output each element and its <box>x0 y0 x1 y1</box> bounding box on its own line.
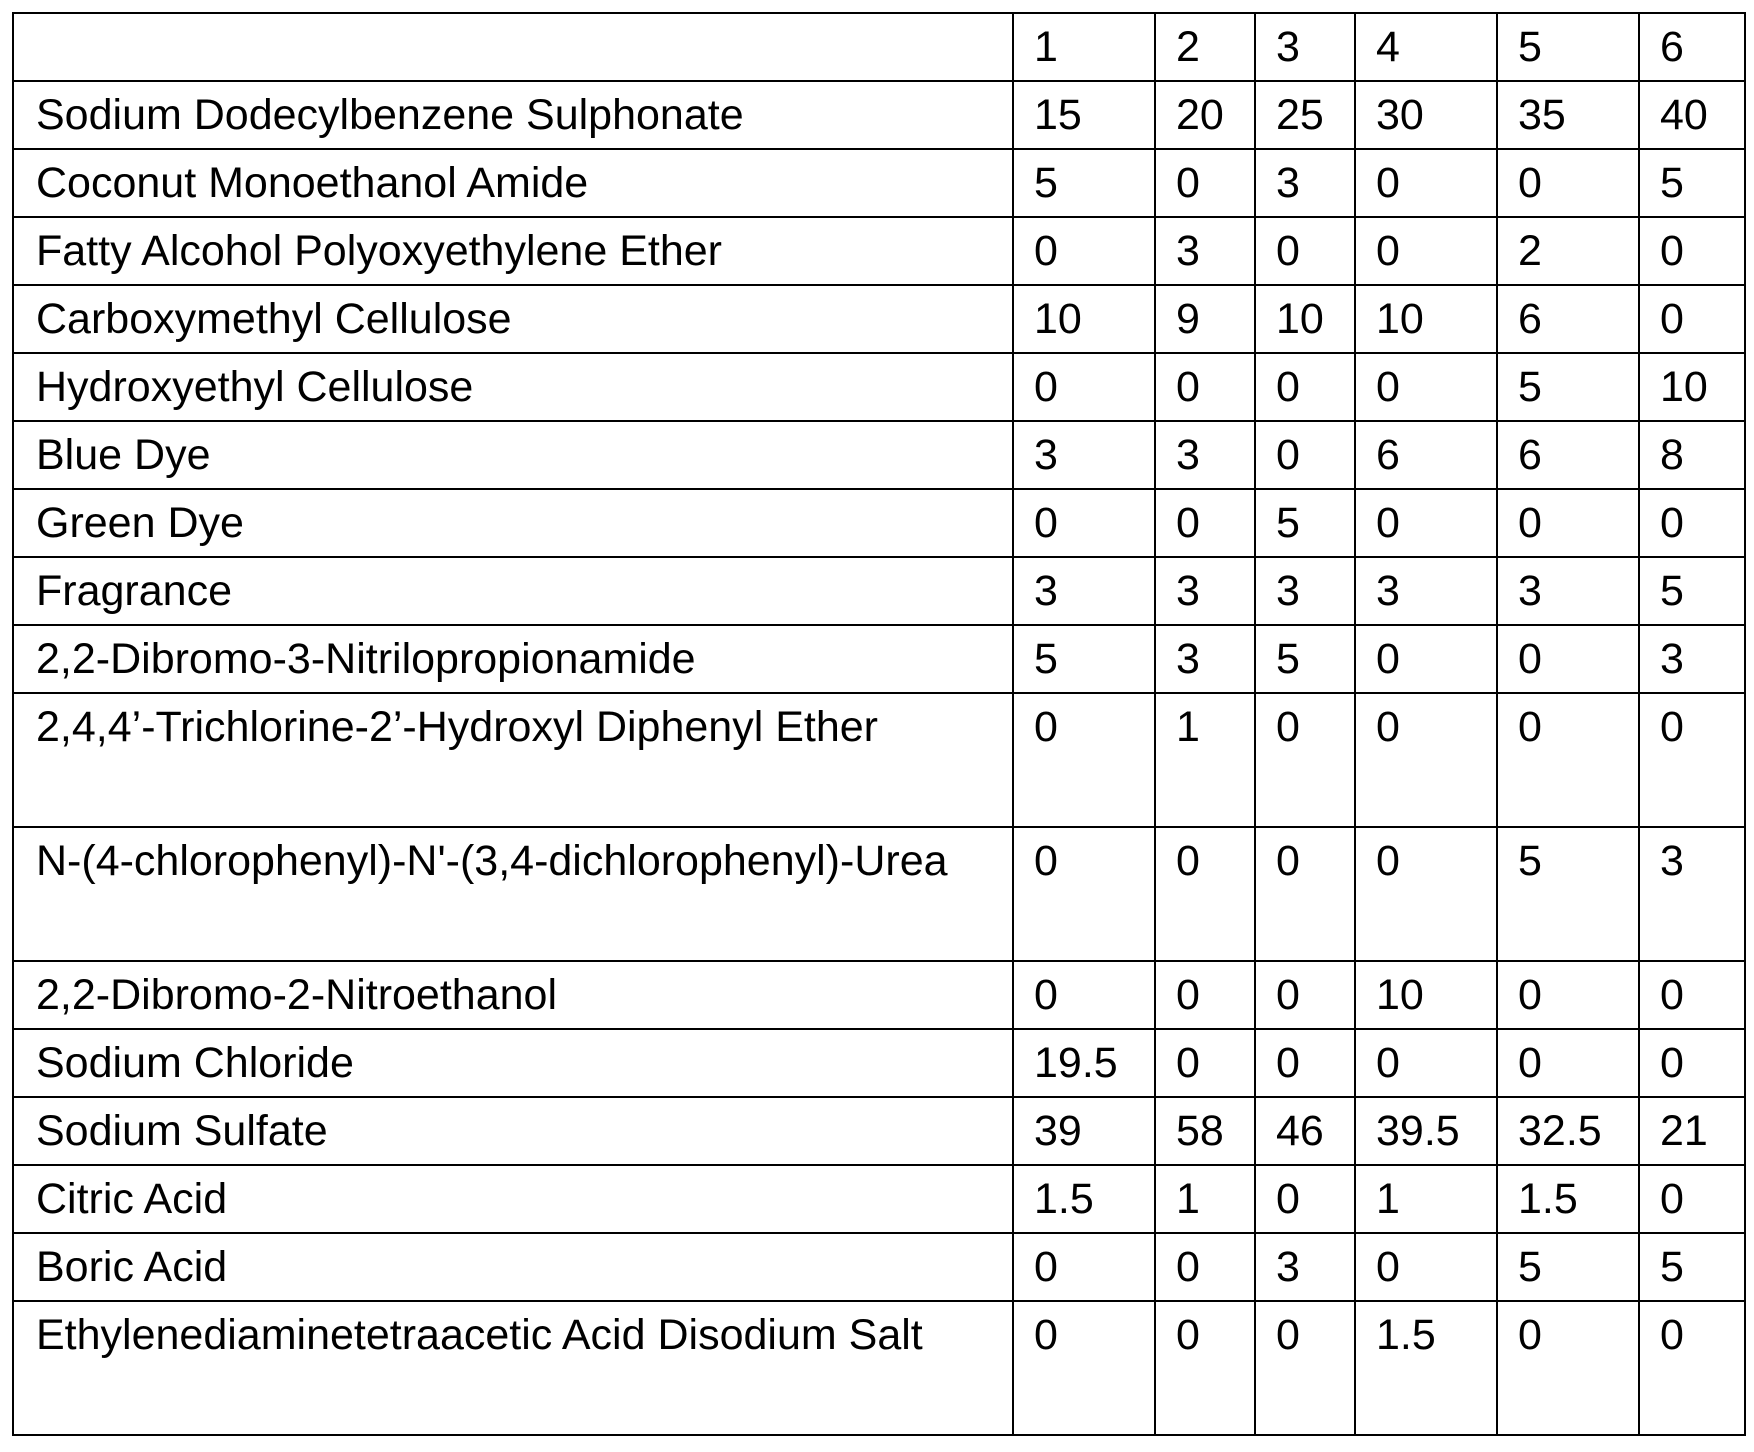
value-cell: 0 <box>1497 149 1639 217</box>
value-cell: 3 <box>1155 217 1255 285</box>
value-cell: 20 <box>1155 81 1255 149</box>
table-row <box>13 1165 1745 1233</box>
value-cell: 3 <box>1155 625 1255 693</box>
table-row <box>13 1233 1745 1301</box>
table-row <box>13 217 1745 285</box>
value-cell: 40 <box>1639 81 1745 149</box>
value-cell: 0 <box>1255 217 1355 285</box>
value-cell: 5 <box>1497 1233 1639 1301</box>
value-cell: 0 <box>1155 961 1255 1029</box>
ingredient-name: N-(4-chlorophenyl)-N'-(3,4-dichlorophenyl)-Urea <box>13 827 1013 961</box>
value-cell: 1 <box>1155 1165 1255 1233</box>
value-cell: 3 <box>1155 421 1255 489</box>
value-cell: 0 <box>1255 421 1355 489</box>
value-cell: 10 <box>1013 285 1155 353</box>
value-cell: 6 <box>1497 285 1639 353</box>
ingredient-name: Hydroxyethyl Cellulose <box>13 353 1013 421</box>
table-row <box>13 827 1745 961</box>
value-cell: 0 <box>1355 1029 1497 1097</box>
value-cell: 0 <box>1155 827 1255 961</box>
ingredient-name: Carboxymethyl Cellulose <box>13 285 1013 353</box>
table-row <box>13 961 1745 1029</box>
value-cell: 5 <box>1255 489 1355 557</box>
value-cell: 0 <box>1155 1233 1255 1301</box>
value-cell: 3 <box>1155 557 1255 625</box>
header-cell-6: 6 <box>1639 13 1745 81</box>
value-cell: 0 <box>1155 149 1255 217</box>
value-cell: 0 <box>1639 217 1745 285</box>
ingredient-name: Blue Dye <box>13 421 1013 489</box>
value-cell: 0 <box>1255 961 1355 1029</box>
table-row <box>13 693 1745 827</box>
value-cell: 3 <box>1255 557 1355 625</box>
value-cell: 0 <box>1013 1233 1155 1301</box>
ingredient-name: 2,2-Dibromo-3-Nitrilopropionamide <box>13 625 1013 693</box>
value-cell: 1.5 <box>1497 1165 1639 1233</box>
value-cell: 0 <box>1639 1165 1745 1233</box>
header-cell-3: 3 <box>1255 13 1355 81</box>
value-cell: 0 <box>1497 1029 1639 1097</box>
value-cell: 3 <box>1013 421 1155 489</box>
formulation-table <box>12 12 1746 1436</box>
table-header-row <box>13 13 1745 81</box>
value-cell: 3 <box>1013 557 1155 625</box>
header-cell-5: 5 <box>1497 13 1639 81</box>
value-cell: 0 <box>1155 353 1255 421</box>
value-cell: 0 <box>1255 353 1355 421</box>
value-cell: 10 <box>1355 961 1497 1029</box>
value-cell: 19.5 <box>1013 1029 1155 1097</box>
table-row <box>13 489 1745 557</box>
table-row <box>13 421 1745 489</box>
value-cell: 0 <box>1355 149 1497 217</box>
value-cell: 0 <box>1497 489 1639 557</box>
ingredient-name: 2,2-Dibromo-2-Nitroethanol <box>13 961 1013 1029</box>
value-cell: 0 <box>1013 1301 1155 1435</box>
value-cell: 0 <box>1355 353 1497 421</box>
header-cell-4: 4 <box>1355 13 1497 81</box>
value-cell: 0 <box>1155 1301 1255 1435</box>
ingredient-name: Citric Acid <box>13 1165 1013 1233</box>
value-cell: 25 <box>1255 81 1355 149</box>
value-cell: 5 <box>1013 625 1155 693</box>
value-cell: 0 <box>1639 693 1745 827</box>
value-cell: 0 <box>1497 961 1639 1029</box>
value-cell: 10 <box>1355 285 1497 353</box>
value-cell: 0 <box>1155 489 1255 557</box>
table-row <box>13 1097 1745 1165</box>
table-row <box>13 285 1745 353</box>
table-row <box>13 557 1745 625</box>
value-cell: 0 <box>1639 489 1745 557</box>
value-cell: 1.5 <box>1013 1165 1155 1233</box>
value-cell: 10 <box>1639 353 1745 421</box>
value-cell: 0 <box>1355 693 1497 827</box>
value-cell: 3 <box>1255 1233 1355 1301</box>
value-cell: 0 <box>1355 827 1497 961</box>
value-cell: 9 <box>1155 285 1255 353</box>
value-cell: 3 <box>1639 625 1745 693</box>
value-cell: 0 <box>1639 1301 1745 1435</box>
table-row <box>13 1301 1745 1435</box>
ingredient-name: Fragrance <box>13 557 1013 625</box>
value-cell: 1.5 <box>1355 1301 1497 1435</box>
value-cell: 6 <box>1497 421 1639 489</box>
table-row <box>13 353 1745 421</box>
ingredient-name: Green Dye <box>13 489 1013 557</box>
value-cell: 0 <box>1355 217 1497 285</box>
value-cell: 0 <box>1013 489 1155 557</box>
value-cell: 5 <box>1255 625 1355 693</box>
value-cell: 5 <box>1497 827 1639 961</box>
value-cell: 3 <box>1355 557 1497 625</box>
table-row <box>13 1029 1745 1097</box>
ingredient-name: Sodium Dodecylbenzene Sulphonate <box>13 81 1013 149</box>
value-cell: 5 <box>1639 1233 1745 1301</box>
value-cell: 58 <box>1155 1097 1255 1165</box>
value-cell: 10 <box>1255 285 1355 353</box>
table-row <box>13 81 1745 149</box>
value-cell: 0 <box>1639 1029 1745 1097</box>
header-cell-1: 1 <box>1013 13 1155 81</box>
value-cell: 0 <box>1013 827 1155 961</box>
value-cell: 15 <box>1013 81 1155 149</box>
value-cell: 0 <box>1013 693 1155 827</box>
ingredient-name: Boric Acid <box>13 1233 1013 1301</box>
ingredient-name: Fatty Alcohol Polyoxyethylene Ether <box>13 217 1013 285</box>
value-cell: 0 <box>1155 1029 1255 1097</box>
value-cell: 8 <box>1639 421 1745 489</box>
value-cell: 0 <box>1013 217 1155 285</box>
value-cell: 5 <box>1639 557 1745 625</box>
value-cell: 5 <box>1639 149 1745 217</box>
ingredient-name: Sodium Sulfate <box>13 1097 1013 1165</box>
value-cell: 0 <box>1355 1233 1497 1301</box>
value-cell: 0 <box>1639 285 1745 353</box>
value-cell: 0 <box>1255 1029 1355 1097</box>
ingredient-name: Sodium Chloride <box>13 1029 1013 1097</box>
ingredient-name: Ethylenediaminetetraacetic Acid Disodium Salt <box>13 1301 1013 1435</box>
value-cell: 3 <box>1255 149 1355 217</box>
value-cell: 0 <box>1255 1165 1355 1233</box>
value-cell: 0 <box>1013 353 1155 421</box>
value-cell: 0 <box>1639 961 1745 1029</box>
value-cell: 39 <box>1013 1097 1155 1165</box>
value-cell: 35 <box>1497 81 1639 149</box>
value-cell: 30 <box>1355 81 1497 149</box>
table-row <box>13 625 1745 693</box>
value-cell: 46 <box>1255 1097 1355 1165</box>
value-cell: 0 <box>1255 827 1355 961</box>
ingredient-name: 2,4,4’-Trichlorine-2’-Hydroxyl Diphenyl Ether <box>13 693 1013 827</box>
value-cell: 6 <box>1355 421 1497 489</box>
value-cell: 0 <box>1497 1301 1639 1435</box>
value-cell: 3 <box>1639 827 1745 961</box>
value-cell: 0 <box>1497 625 1639 693</box>
value-cell: 0 <box>1255 693 1355 827</box>
table-row <box>13 149 1745 217</box>
value-cell: 39.5 <box>1355 1097 1497 1165</box>
value-cell: 3 <box>1497 557 1639 625</box>
value-cell: 32.5 <box>1497 1097 1639 1165</box>
value-cell: 1 <box>1155 693 1255 827</box>
value-cell: 5 <box>1497 353 1639 421</box>
value-cell: 21 <box>1639 1097 1745 1165</box>
value-cell: 0 <box>1355 489 1497 557</box>
header-cell-ingredient <box>13 13 1013 81</box>
value-cell: 0 <box>1355 625 1497 693</box>
ingredient-name: Coconut Monoethanol Amide <box>13 149 1013 217</box>
value-cell: 0 <box>1497 693 1639 827</box>
value-cell: 2 <box>1497 217 1639 285</box>
header-cell-2: 2 <box>1155 13 1255 81</box>
value-cell: 1 <box>1355 1165 1497 1233</box>
value-cell: 0 <box>1255 1301 1355 1435</box>
value-cell: 0 <box>1013 961 1155 1029</box>
value-cell: 5 <box>1013 149 1155 217</box>
